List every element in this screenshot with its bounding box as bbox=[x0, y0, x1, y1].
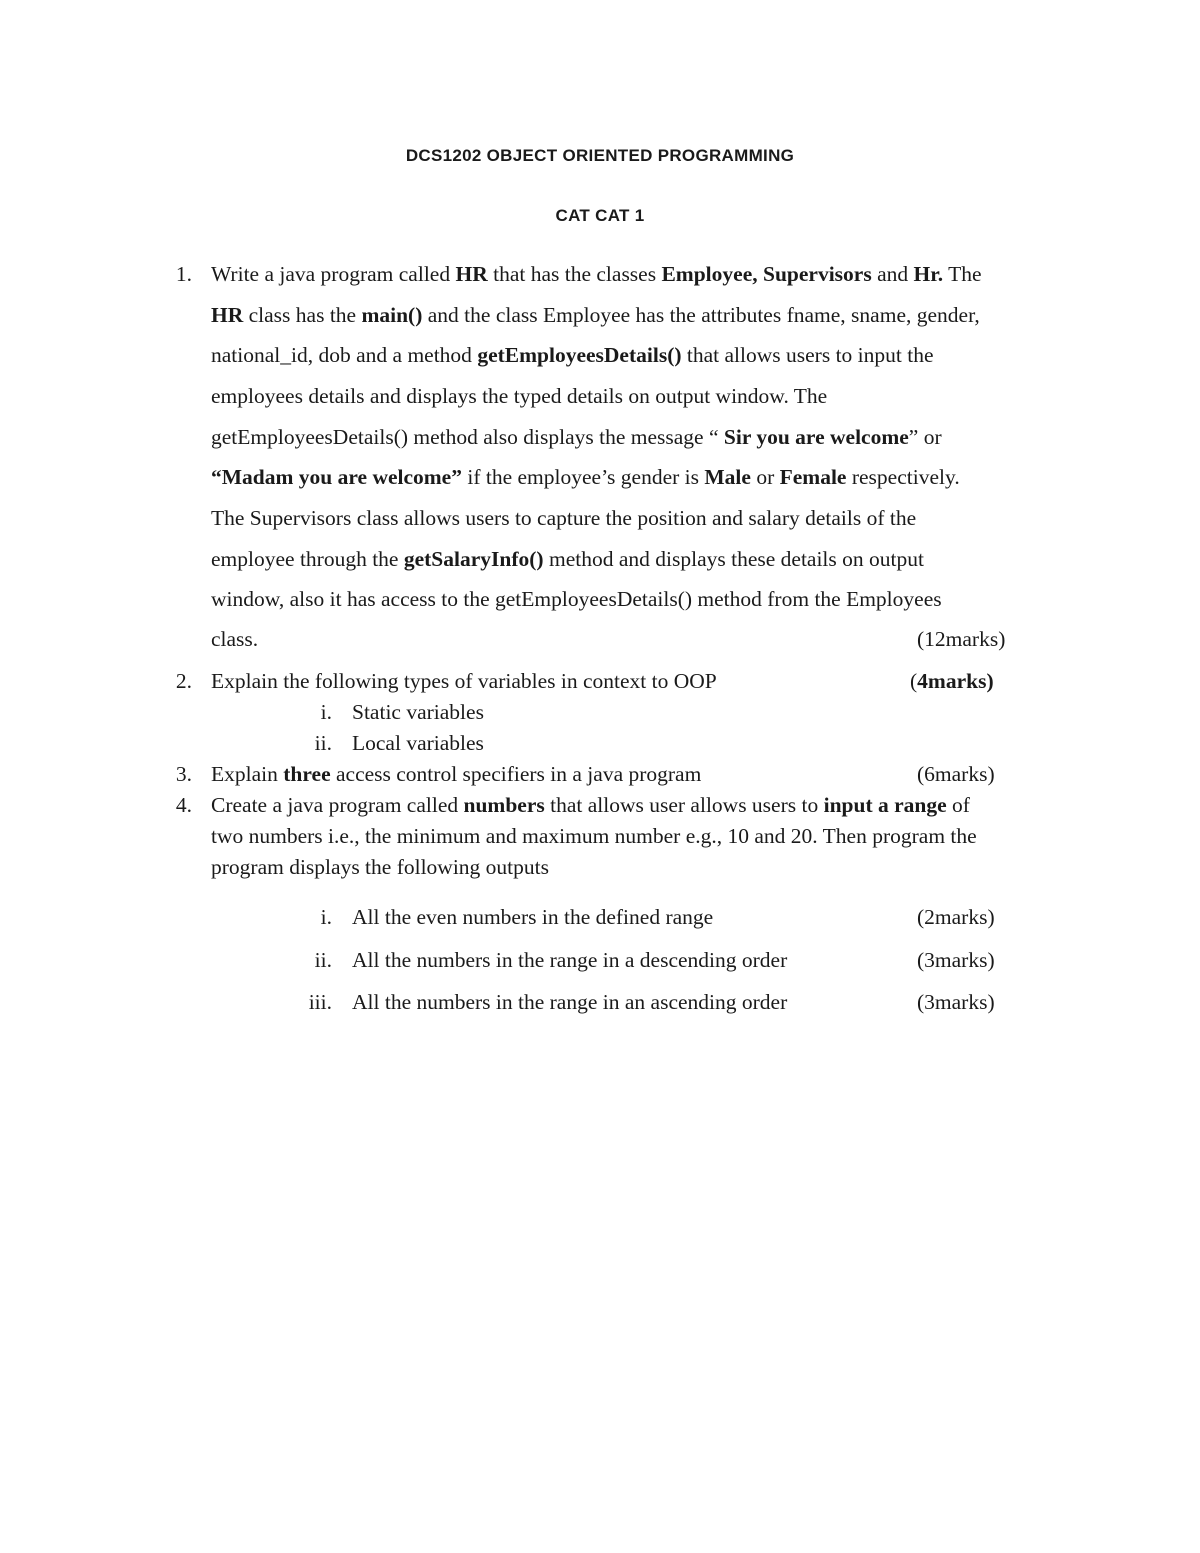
marks-label: (3marks) bbox=[917, 990, 995, 1014]
sub-item-number: ii. bbox=[314, 731, 332, 755]
course-title: DCS1202 OBJECT ORIENTED PROGRAMMING bbox=[405, 146, 795, 165]
question-number: 3. bbox=[175, 762, 192, 786]
sub-item-text: All the even numbers in the defined range bbox=[352, 905, 714, 929]
question-line: Create a java program called numbers that allows user allows users to input a range of bbox=[211, 793, 970, 817]
sub-item-text: Local variables bbox=[352, 731, 484, 755]
question-line: employee through the getSalaryInfo() method and displays these details on output bbox=[211, 547, 924, 571]
question-line: class. bbox=[211, 627, 259, 651]
marks-label: (12marks) bbox=[917, 627, 1006, 651]
question-line: window, also it has access to the getEmployeesDetails() method from the Employees bbox=[211, 587, 942, 611]
question-line: The Supervisors class allows users to capture the position and salary details of the bbox=[211, 506, 917, 530]
question-number: 4. bbox=[175, 793, 192, 817]
marks-label: (4marks) bbox=[910, 669, 994, 693]
question-line: Explain three access control specifiers in a java program bbox=[211, 762, 702, 786]
sub-item-text: Static variables bbox=[352, 700, 484, 724]
question-line: Explain the following types of variables in context to OOP bbox=[211, 669, 717, 693]
sub-item-number: ii. bbox=[314, 948, 332, 972]
marks-label: (3marks) bbox=[917, 948, 995, 972]
sub-item-text: All the numbers in the range in an ascending order bbox=[352, 990, 788, 1014]
question-line: employees details and displays the typed details on output window. The bbox=[211, 384, 828, 408]
sub-item-number: iii. bbox=[308, 990, 332, 1014]
marks-label: (2marks) bbox=[917, 905, 995, 929]
question-line: Write a java program called HR that has the classes Employee, Supervisors and Hr. The bbox=[211, 262, 982, 286]
question-line: program displays the following outputs bbox=[211, 855, 549, 879]
question-line: national_id, dob and a method getEmployeesDetails() that allows users to input the bbox=[211, 343, 934, 367]
question-number: 1. bbox=[175, 262, 192, 286]
sub-item-text: All the numbers in the range in a descending order bbox=[352, 948, 788, 972]
sub-item-number: i. bbox=[320, 700, 332, 724]
exam-title: CAT CAT 1 bbox=[555, 206, 645, 225]
question-number: 2. bbox=[175, 669, 192, 693]
marks-label: (6marks) bbox=[917, 762, 995, 786]
question-line: HR class has the main() and the class Employee has the attributes fname, sname, gender, bbox=[211, 303, 980, 327]
question-line: “Madam you are welcome” if the employee’s gender is Male or Female respectively. bbox=[211, 465, 960, 489]
question-line: getEmployeesDetails() method also displays the message “ Sir you are welcome” or bbox=[211, 425, 942, 449]
sub-item-number: i. bbox=[320, 905, 332, 929]
question-line: two numbers i.e., the minimum and maximum number e.g., 10 and 20. Then program the bbox=[211, 824, 977, 848]
